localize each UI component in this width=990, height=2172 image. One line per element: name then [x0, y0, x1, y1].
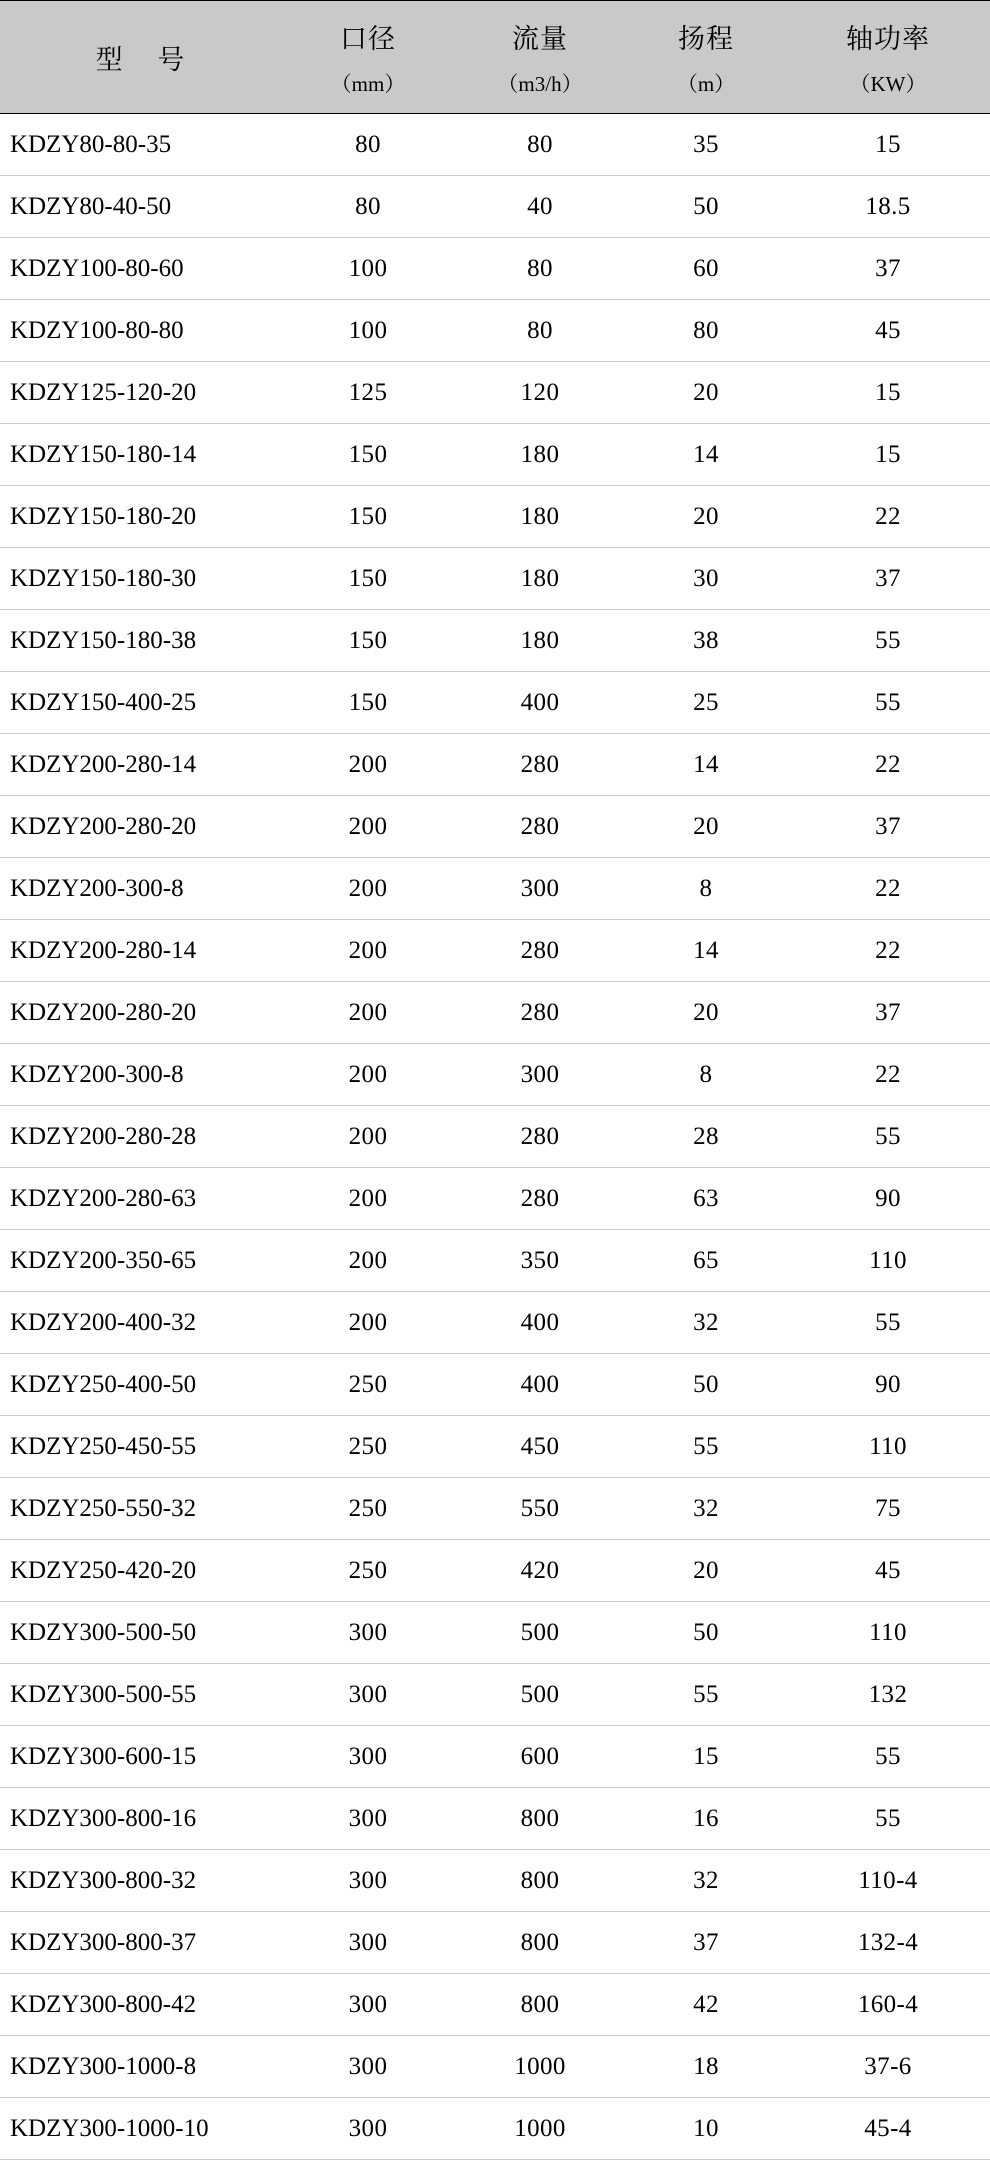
cell-flow: 400 — [454, 1292, 626, 1354]
cell-power: 37 — [786, 238, 990, 300]
cell-power: 90 — [786, 1354, 990, 1416]
cell-head: 37 — [626, 1912, 786, 1974]
table-row — [0, 1974, 990, 2036]
cell-power: 18.5 — [786, 176, 990, 238]
cell-head: 50 — [626, 1354, 786, 1416]
cell-model: KDZY300-600-15 — [0, 1726, 282, 1788]
column-header-model-label: 型 号 — [95, 44, 199, 75]
cell-bore: 125 — [282, 362, 454, 424]
cell-head: 32 — [626, 1478, 786, 1540]
table-row — [0, 1478, 990, 1540]
cell-flow: 280 — [454, 1168, 626, 1230]
column-header-model — [0, 1, 282, 114]
cell-power: 15 — [786, 362, 990, 424]
cell-model: KDZY300-500-50 — [0, 1602, 282, 1664]
cell-power: 55 — [786, 1788, 990, 1850]
table-row — [0, 734, 990, 796]
column-header-power-unit: （KW） — [849, 71, 927, 96]
cell-flow: 300 — [454, 1044, 626, 1106]
cell-head: 14 — [626, 424, 786, 486]
table-row — [0, 672, 990, 734]
table-header — [0, 1, 990, 114]
cell-model: KDZY300-800-37 — [0, 1912, 282, 1974]
cell-bore: 150 — [282, 610, 454, 672]
cell-power: 55 — [786, 1106, 990, 1168]
cell-model: KDZY300-1000-8 — [0, 2036, 282, 2098]
table-row — [0, 858, 990, 920]
cell-flow: 280 — [454, 734, 626, 796]
cell-model: KDZY300-800-32 — [0, 1850, 282, 1912]
cell-head: 38 — [626, 610, 786, 672]
cell-head: 55 — [626, 1416, 786, 1478]
cell-model: KDZY300-800-16 — [0, 1788, 282, 1850]
cell-bore: 300 — [282, 1602, 454, 1664]
cell-bore: 200 — [282, 1044, 454, 1106]
cell-head: 14 — [626, 920, 786, 982]
cell-bore: 200 — [282, 858, 454, 920]
cell-power: 15 — [786, 114, 990, 176]
table-row — [0, 300, 990, 362]
cell-power: 45 — [786, 1540, 990, 1602]
cell-power: 55 — [786, 1292, 990, 1354]
table-row — [0, 1354, 990, 1416]
cell-bore: 200 — [282, 734, 454, 796]
cell-head: 80 — [626, 300, 786, 362]
cell-bore: 300 — [282, 1788, 454, 1850]
table-row — [0, 1726, 990, 1788]
table-row — [0, 548, 990, 610]
cell-flow: 280 — [454, 796, 626, 858]
table-row — [0, 610, 990, 672]
cell-model: KDZY200-300-8 — [0, 858, 282, 920]
cell-bore: 250 — [282, 1416, 454, 1478]
cell-head: 30 — [626, 548, 786, 610]
cell-model: KDZY250-400-50 — [0, 1354, 282, 1416]
cell-bore: 300 — [282, 1726, 454, 1788]
table-row — [0, 1912, 990, 1974]
cell-flow: 280 — [454, 982, 626, 1044]
cell-bore: 300 — [282, 1912, 454, 1974]
cell-power: 110 — [786, 1602, 990, 1664]
cell-head: 50 — [626, 1602, 786, 1664]
cell-model: KDZY300-500-55 — [0, 1664, 282, 1726]
cell-head: 18 — [626, 2036, 786, 2098]
cell-head: 50 — [626, 176, 786, 238]
table-row — [0, 2036, 990, 2098]
cell-flow: 80 — [454, 238, 626, 300]
table-row — [0, 1850, 990, 1912]
cell-head: 25 — [626, 672, 786, 734]
cell-flow: 350 — [454, 1230, 626, 1292]
column-header-bore-unit: （mm） — [330, 71, 406, 96]
cell-bore: 200 — [282, 1292, 454, 1354]
cell-head: 20 — [626, 1540, 786, 1602]
cell-head: 63 — [626, 1168, 786, 1230]
cell-head: 32 — [626, 1292, 786, 1354]
column-header-flow — [454, 1, 626, 114]
cell-power: 37 — [786, 796, 990, 858]
table-row — [0, 1106, 990, 1168]
cell-flow: 800 — [454, 1788, 626, 1850]
cell-flow: 180 — [454, 424, 626, 486]
cell-power: 45 — [786, 300, 990, 362]
table-row — [0, 114, 990, 176]
cell-flow: 1000 — [454, 2098, 626, 2160]
cell-power: 110 — [786, 1416, 990, 1478]
cell-power: 15 — [786, 424, 990, 486]
cell-power: 160-4 — [786, 1974, 990, 2036]
cell-flow: 180 — [454, 548, 626, 610]
cell-power: 55 — [786, 1726, 990, 1788]
table-row — [0, 1168, 990, 1230]
cell-head: 14 — [626, 734, 786, 796]
cell-flow: 400 — [454, 672, 626, 734]
cell-model: KDZY200-350-65 — [0, 1230, 282, 1292]
cell-bore: 80 — [282, 114, 454, 176]
table-header-row — [0, 1, 990, 114]
cell-head: 15 — [626, 1726, 786, 1788]
cell-bore: 200 — [282, 920, 454, 982]
cell-head: 20 — [626, 982, 786, 1044]
cell-power: 55 — [786, 610, 990, 672]
cell-power: 110 — [786, 1230, 990, 1292]
cell-head: 16 — [626, 1788, 786, 1850]
cell-bore: 250 — [282, 1354, 454, 1416]
cell-bore: 200 — [282, 1168, 454, 1230]
cell-bore: 300 — [282, 1974, 454, 2036]
cell-flow: 280 — [454, 1106, 626, 1168]
cell-model: KDZY80-80-35 — [0, 114, 282, 176]
cell-bore: 300 — [282, 2036, 454, 2098]
cell-bore: 200 — [282, 982, 454, 1044]
table-row — [0, 1044, 990, 1106]
cell-head: 28 — [626, 1106, 786, 1168]
cell-flow: 1000 — [454, 2036, 626, 2098]
cell-flow: 180 — [454, 486, 626, 548]
table-row — [0, 424, 990, 486]
cell-model: KDZY80-40-50 — [0, 176, 282, 238]
cell-flow: 800 — [454, 1850, 626, 1912]
cell-bore: 250 — [282, 1540, 454, 1602]
cell-flow: 120 — [454, 362, 626, 424]
cell-head: 8 — [626, 858, 786, 920]
cell-model: KDZY200-300-8 — [0, 1044, 282, 1106]
table-row — [0, 1416, 990, 1478]
cell-model: KDZY150-180-30 — [0, 548, 282, 610]
cell-head: 65 — [626, 1230, 786, 1292]
table-row — [0, 1602, 990, 1664]
column-header-head-unit: （m） — [676, 71, 736, 96]
cell-model: KDZY125-120-20 — [0, 362, 282, 424]
cell-power: 22 — [786, 858, 990, 920]
cell-bore: 150 — [282, 486, 454, 548]
cell-model: KDZY200-280-20 — [0, 796, 282, 858]
cell-model: KDZY150-180-14 — [0, 424, 282, 486]
cell-power: 22 — [786, 734, 990, 796]
cell-bore: 100 — [282, 300, 454, 362]
cell-model: KDZY300-1000-10 — [0, 2098, 282, 2160]
cell-flow: 500 — [454, 1664, 626, 1726]
cell-head: 42 — [626, 1974, 786, 2036]
cell-power: 45-4 — [786, 2098, 990, 2160]
cell-bore: 300 — [282, 1850, 454, 1912]
cell-model: KDZY200-280-28 — [0, 1106, 282, 1168]
cell-bore: 150 — [282, 548, 454, 610]
cell-model: KDZY200-280-63 — [0, 1168, 282, 1230]
cell-head: 35 — [626, 114, 786, 176]
table-body — [0, 114, 990, 2160]
column-header-power — [786, 1, 990, 114]
table-row — [0, 2098, 990, 2160]
column-header-head — [626, 1, 786, 114]
cell-head: 55 — [626, 1664, 786, 1726]
cell-model: KDZY100-80-80 — [0, 300, 282, 362]
cell-flow: 500 — [454, 1602, 626, 1664]
cell-power: 132 — [786, 1664, 990, 1726]
cell-flow: 420 — [454, 1540, 626, 1602]
cell-flow: 80 — [454, 300, 626, 362]
table-row — [0, 1230, 990, 1292]
cell-power: 37-6 — [786, 2036, 990, 2098]
cell-model: KDZY250-550-32 — [0, 1478, 282, 1540]
column-header-bore-label: 口径 — [340, 23, 396, 54]
cell-flow: 600 — [454, 1726, 626, 1788]
column-header-flow-unit: （m3/h） — [497, 71, 583, 96]
column-header-head-label: 扬程 — [678, 23, 734, 54]
cell-flow: 800 — [454, 1912, 626, 1974]
cell-model: KDZY150-180-20 — [0, 486, 282, 548]
cell-power: 22 — [786, 486, 990, 548]
cell-head: 60 — [626, 238, 786, 300]
cell-bore: 200 — [282, 1106, 454, 1168]
table-row — [0, 982, 990, 1044]
cell-model: KDZY250-420-20 — [0, 1540, 282, 1602]
table-row — [0, 1788, 990, 1850]
cell-model: KDZY150-180-38 — [0, 610, 282, 672]
cell-model: KDZY100-80-60 — [0, 238, 282, 300]
cell-bore: 250 — [282, 1478, 454, 1540]
cell-flow: 300 — [454, 858, 626, 920]
cell-flow: 280 — [454, 920, 626, 982]
table-row — [0, 238, 990, 300]
cell-flow: 180 — [454, 610, 626, 672]
cell-head: 20 — [626, 796, 786, 858]
cell-power: 22 — [786, 920, 990, 982]
cell-bore: 80 — [282, 176, 454, 238]
cell-bore: 300 — [282, 1664, 454, 1726]
cell-flow: 40 — [454, 176, 626, 238]
table-row — [0, 1292, 990, 1354]
cell-flow: 550 — [454, 1478, 626, 1540]
cell-power: 37 — [786, 548, 990, 610]
table-row — [0, 176, 990, 238]
cell-bore: 200 — [282, 796, 454, 858]
cell-model: KDZY250-450-55 — [0, 1416, 282, 1478]
cell-bore: 100 — [282, 238, 454, 300]
cell-head: 20 — [626, 486, 786, 548]
cell-bore: 300 — [282, 2098, 454, 2160]
cell-head: 20 — [626, 362, 786, 424]
cell-flow: 450 — [454, 1416, 626, 1478]
cell-power: 55 — [786, 672, 990, 734]
table-row — [0, 920, 990, 982]
table-row — [0, 1664, 990, 1726]
cell-power: 22 — [786, 1044, 990, 1106]
cell-head: 8 — [626, 1044, 786, 1106]
cell-flow: 80 — [454, 114, 626, 176]
cell-bore: 200 — [282, 1230, 454, 1292]
cell-head: 10 — [626, 2098, 786, 2160]
cell-power: 75 — [786, 1478, 990, 1540]
table-row — [0, 796, 990, 858]
cell-flow: 800 — [454, 1974, 626, 2036]
cell-power: 132-4 — [786, 1912, 990, 1974]
cell-model: KDZY200-280-14 — [0, 920, 282, 982]
cell-model: KDZY200-280-14 — [0, 734, 282, 796]
cell-model: KDZY200-400-32 — [0, 1292, 282, 1354]
table-row — [0, 1540, 990, 1602]
column-header-power-label: 轴功率 — [846, 23, 930, 54]
cell-flow: 400 — [454, 1354, 626, 1416]
cell-power: 37 — [786, 982, 990, 1044]
table-row — [0, 362, 990, 424]
cell-model: KDZY150-400-25 — [0, 672, 282, 734]
cell-head: 32 — [626, 1850, 786, 1912]
cell-model: KDZY300-800-42 — [0, 1974, 282, 2036]
column-header-bore — [282, 1, 454, 114]
cell-power: 90 — [786, 1168, 990, 1230]
cell-bore: 150 — [282, 672, 454, 734]
table-row — [0, 486, 990, 548]
column-header-flow-label: 流量 — [512, 23, 568, 54]
cell-power: 110-4 — [786, 1850, 990, 1912]
cell-model: KDZY200-280-20 — [0, 982, 282, 1044]
cell-bore: 150 — [282, 424, 454, 486]
